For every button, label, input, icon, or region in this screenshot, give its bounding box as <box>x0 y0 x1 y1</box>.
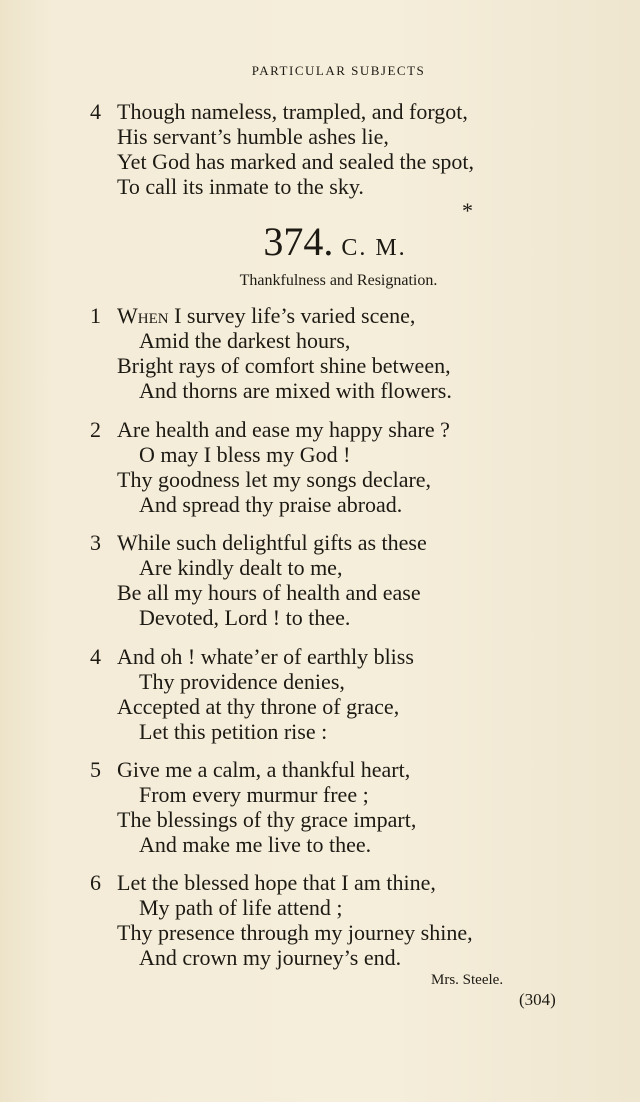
verse-line: Be all my hours of health and ease <box>117 580 421 605</box>
first-line-text: While such delightful gifts as these <box>117 530 427 555</box>
verse-line: And make me live to thee. <box>139 832 372 857</box>
verse-line: And thorns are mixed with flowers. <box>139 378 452 403</box>
stanza-number: 5 <box>90 757 101 782</box>
hymn-title: Thankfulness and Resignation. <box>239 272 438 289</box>
page-number: (304) <box>519 990 556 1009</box>
verse-line: The blessings of thy grace impart, <box>117 807 417 832</box>
stanza-2 <box>90 417 560 517</box>
stanza-1 <box>90 303 560 403</box>
verse-line: My path of life attend ; <box>139 895 343 920</box>
verse-line: Though nameless, trampled, and forgot, <box>117 99 468 124</box>
stanza-number: 4 <box>90 644 101 669</box>
verse-line: Accepted at thy throne of grace, <box>117 694 400 719</box>
hymn-number: 374. <box>263 219 334 264</box>
first-line-text: Are health and ease my happy share ? <box>117 417 450 442</box>
stanza-3 <box>90 530 560 630</box>
hymn-heading <box>0 218 640 265</box>
verse-line: Devoted, Lord ! to thee. <box>139 605 351 630</box>
verse-line: Thy presence through my journey shine, <box>117 920 473 945</box>
hymn-meter: C. M. <box>341 235 407 261</box>
stanza-number: 3 <box>90 530 101 555</box>
running-head: PARTICULAR SUBJECTS <box>251 63 426 78</box>
verse-line: Yet God has marked and sealed the spot, <box>117 149 475 174</box>
verse-line: And spread thy praise abroad. <box>139 492 403 517</box>
stanza-number: 4 <box>90 99 101 124</box>
verse-line: O may I bless my God ! <box>139 442 351 467</box>
stanza-5 <box>90 757 560 857</box>
verse-line: His servant’s humble ashes lie, <box>117 124 389 149</box>
stanza-first-line <box>90 870 560 895</box>
carryover-stanza <box>90 99 560 199</box>
asterisk-mark: * <box>462 198 473 223</box>
verse-line: And crown my journey’s end. <box>139 945 402 970</box>
first-line-text: And oh ! whate’er of earthly bliss <box>117 644 414 669</box>
verse-line: Thy goodness let my songs declare, <box>117 467 432 492</box>
verse-line: Are kindly dealt to me, <box>139 555 343 580</box>
verse-line: Amid the darkest hours, <box>139 328 351 353</box>
stanza-number: 2 <box>90 417 101 442</box>
first-line-text: Let the blessed hope that I am thine, <box>117 870 436 895</box>
stanza-6 <box>90 870 560 970</box>
stanza-first-line <box>90 417 560 442</box>
verse-line: To call its inmate to the sky. <box>117 174 364 199</box>
verse-line: From every murmur free ; <box>139 782 369 807</box>
stanza-first-line <box>90 99 560 124</box>
stanza-4 <box>90 644 560 744</box>
stanza-first-line <box>90 757 560 782</box>
verse-line: Let this petition rise : <box>139 719 328 744</box>
stanza-number: 6 <box>90 870 101 895</box>
verse-line: Thy providence denies, <box>139 669 345 694</box>
first-line-text: Give me a calm, a thankful heart, <box>117 757 411 782</box>
first-word: When <box>117 303 169 328</box>
author-credit: Mrs. Steele. <box>431 972 504 988</box>
stanza-first-line <box>90 644 560 669</box>
stanza-first-line <box>90 303 560 328</box>
verse-line: Bright rays of comfort shine between, <box>117 353 451 378</box>
stanza-first-line <box>90 530 560 555</box>
first-line-rest: I survey life’s varied scene, <box>168 303 416 328</box>
stanza-number: 1 <box>90 303 101 328</box>
